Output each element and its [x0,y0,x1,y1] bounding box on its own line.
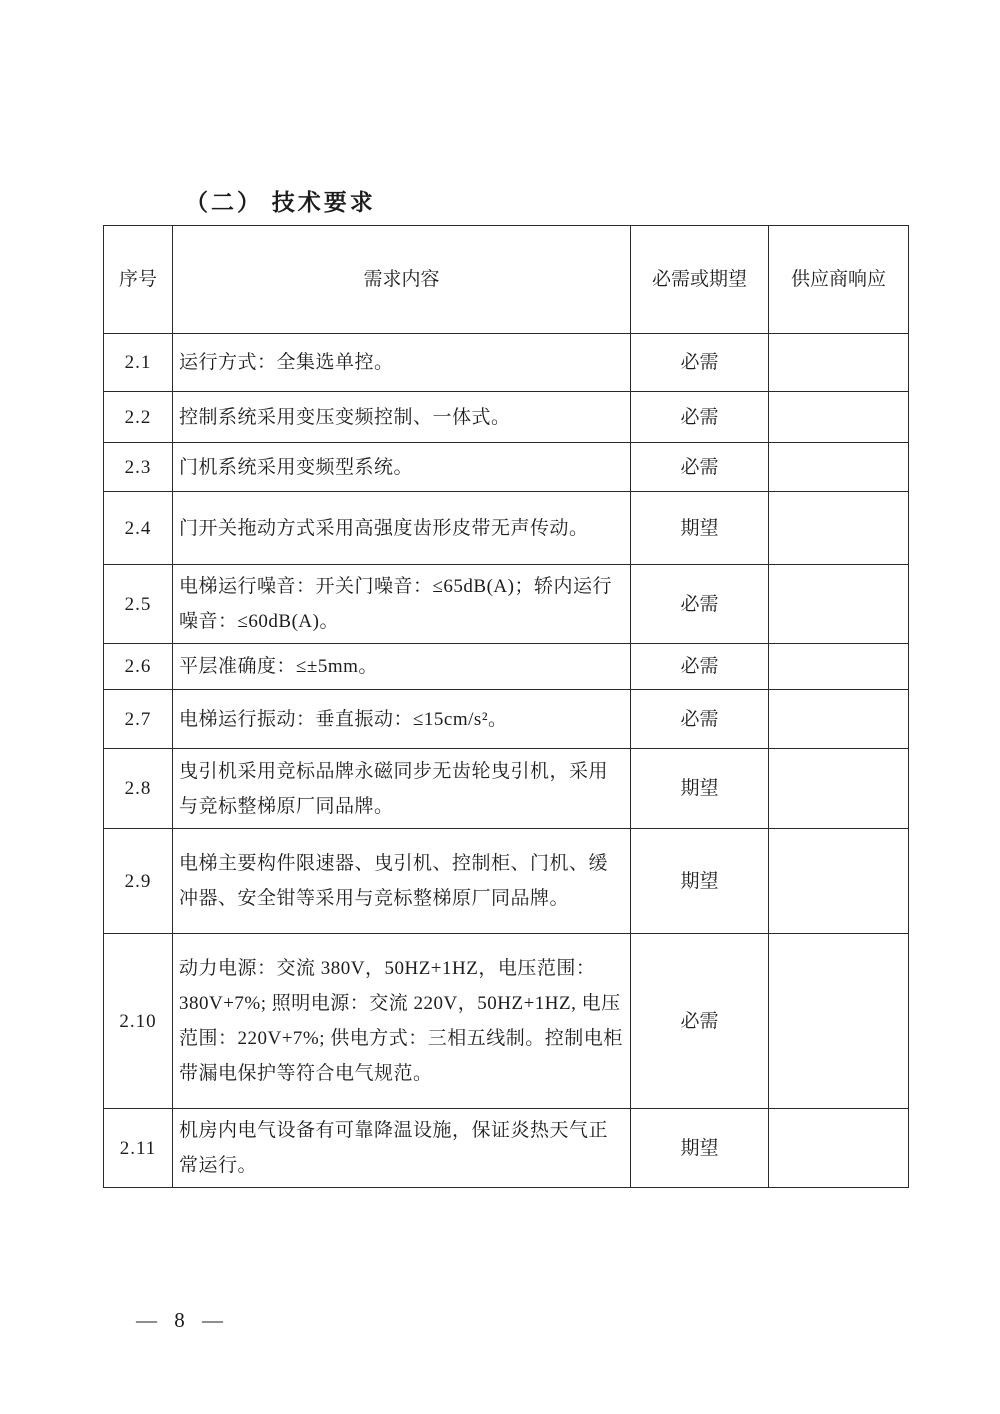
requirement-content-cell: 电梯运行噪音：开关门噪音：≤65dB(A)；轿内运行噪音：≤60dB(A)。 [173,565,631,644]
table-row [104,392,909,443]
supplier-response-cell [769,934,909,1109]
table-row [104,565,909,644]
necessity-cell: 必需 [631,392,769,443]
supplier-response-cell [769,565,909,644]
requirement-content-cell: 控制系统采用变压变频控制、一体式。 [173,392,631,443]
serial-number-cell: 2.6 [104,644,173,690]
serial-number-cell: 2.11 [104,1109,173,1188]
supplier-response-cell [769,392,909,443]
section-title: （二） 技术要求 [185,190,376,215]
page-number: — 8 — [136,1308,224,1332]
requirement-content-cell: 电梯主要构件限速器、曳引机、控制柜、门机、缓冲器、安全钳等采用与竞标整梯原厂同品牌。 [173,829,631,934]
supplier-response-cell [769,829,909,934]
header-necessity: 必需或期望 [631,226,769,334]
table-row [104,690,909,749]
supplier-response-cell [769,690,909,749]
table-row [104,1109,909,1188]
table-row [104,443,909,492]
requirements-table [103,225,909,1188]
supplier-response-cell [769,749,909,829]
table-row [104,829,909,934]
serial-number-cell: 2.4 [104,492,173,565]
requirement-content-cell: 动力电源：交流 380V，50HZ+1HZ，电压范围：380V+7%; 照明电源：交流 220V，50HZ+1HZ, 电压范围：220V+7%; 供电方式：三相五线制。控制电柜带漏电保护等符合电气规范。 [173,934,631,1109]
necessity-cell: 必需 [631,690,769,749]
necessity-cell: 必需 [631,934,769,1109]
table-row [104,749,909,829]
serial-number-cell: 2.2 [104,392,173,443]
header-requirement-content: 需求内容 [173,226,631,334]
table-header-row [104,226,909,334]
serial-number-cell: 2.8 [104,749,173,829]
supplier-response-cell [769,334,909,392]
necessity-cell: 必需 [631,443,769,492]
table-row [104,334,909,392]
requirement-content-cell: 曳引机采用竞标品牌永磁同步无齿轮曳引机，采用与竞标整梯原厂同品牌。 [173,749,631,829]
necessity-cell: 期望 [631,492,769,565]
requirement-content-cell: 电梯运行振动：垂直振动：≤15cm/s²。 [173,690,631,749]
supplier-response-cell [769,644,909,690]
necessity-cell: 必需 [631,565,769,644]
table-row [104,644,909,690]
requirement-content-cell: 运行方式：全集选单控。 [173,334,631,392]
serial-number-cell: 2.10 [104,934,173,1109]
necessity-cell: 必需 [631,644,769,690]
table-row [104,492,909,565]
necessity-cell: 期望 [631,829,769,934]
requirement-content-cell: 平层准确度：≤±5mm。 [173,644,631,690]
requirement-content-cell: 机房内电气设备有可靠降温设施，保证炎热天气正常运行。 [173,1109,631,1188]
serial-number-cell: 2.7 [104,690,173,749]
header-serial-number: 序号 [104,226,173,334]
supplier-response-cell [769,443,909,492]
table-row [104,934,909,1109]
supplier-response-cell [769,492,909,565]
serial-number-cell: 2.9 [104,829,173,934]
serial-number-cell: 2.1 [104,334,173,392]
requirement-content-cell: 门机系统采用变频型系统。 [173,443,631,492]
requirement-content-cell: 门开关拖动方式采用高强度齿形皮带无声传动。 [173,492,631,565]
necessity-cell: 必需 [631,334,769,392]
necessity-cell: 期望 [631,749,769,829]
serial-number-cell: 2.3 [104,443,173,492]
header-supplier-response: 供应商响应 [769,226,909,334]
serial-number-cell: 2.5 [104,565,173,644]
necessity-cell: 期望 [631,1109,769,1188]
supplier-response-cell [769,1109,909,1188]
